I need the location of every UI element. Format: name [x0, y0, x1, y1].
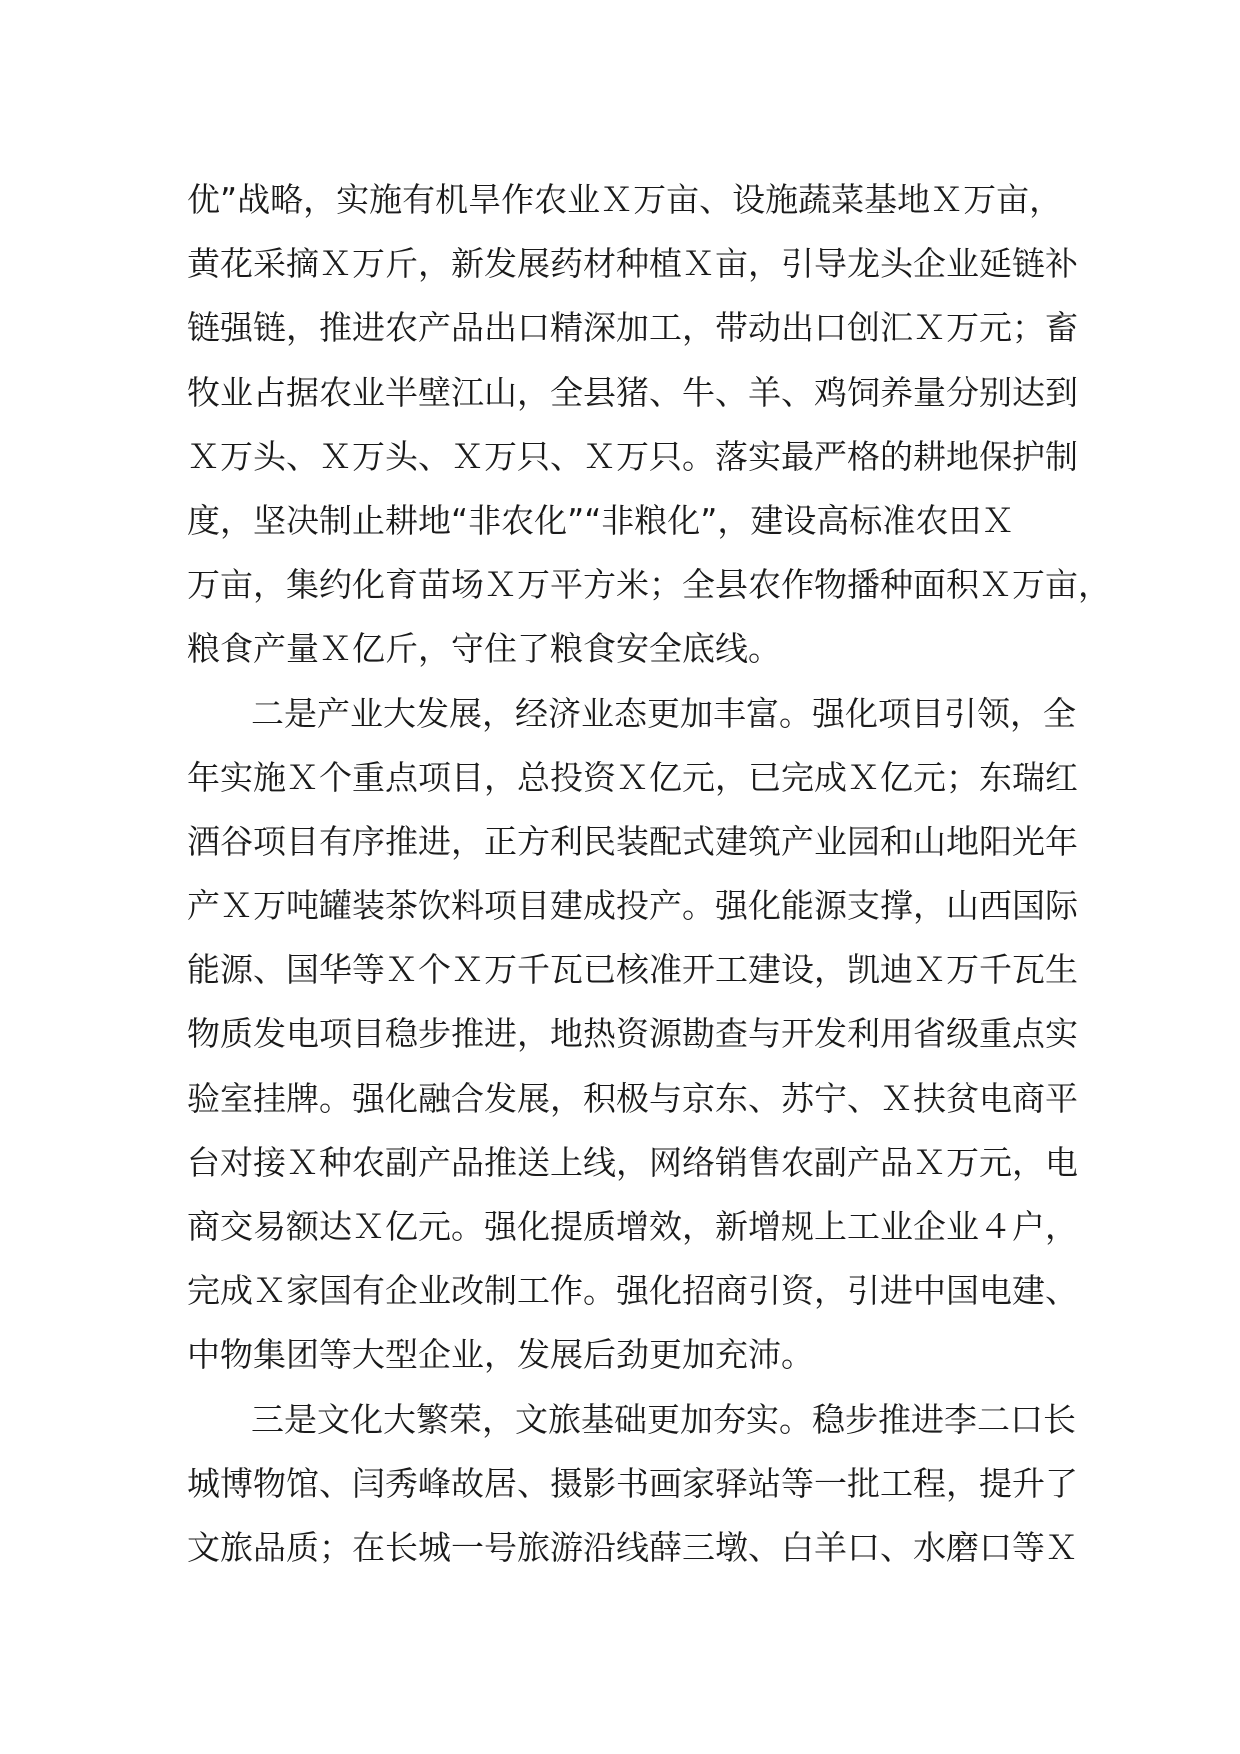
text-line: 城博物馆、闫秀峰故居、摄影书画家驿站等一批工程，提升了: [187, 1463, 1078, 1503]
text-line: 万亩，集约化育苗场Ｘ万平方米；全县农作物播种面积Ｘ万亩，: [187, 565, 1111, 605]
text-line: 产Ｘ万吨罐装茶饮料项目建成投产。强化能源支撑，山西国际: [187, 886, 1078, 926]
text-line: 物质发电项目稳步推进，地热资源勘查与开发利用省级重点实: [187, 1014, 1078, 1054]
text-line: 粮食产量Ｘ亿斤，守住了粮食安全底线。: [187, 629, 781, 669]
text-line: 台对接Ｘ种农副产品推送上线，网络销售农副产品Ｘ万元，电: [187, 1142, 1078, 1182]
text-line: 黄花采摘Ｘ万斤，新发展药材种植Ｘ亩，引导龙头企业延链补: [187, 244, 1078, 284]
paragraph-first-line: 二是产业大发展，经济业态更加丰富。强化项目引领，全: [251, 693, 1076, 733]
text-line: 能源、国华等Ｘ个Ｘ万千瓦已核准开工建设，凯迪Ｘ万千瓦生: [187, 950, 1078, 990]
text-line: 酒谷项目有序推进，正方利民装配式建筑产业园和山地阳光年: [187, 821, 1078, 861]
body-text: [187, 168, 1111, 1580]
text-line: 商交易额达Ｘ亿元。强化提质增效，新增规上工业企业４户，: [187, 1207, 1078, 1246]
text-line: 度，坚决制止耕地“非农化”“非粮化”，建设高标准农田Ｘ: [187, 500, 1015, 540]
text-line: Ｘ万头、Ｘ万头、Ｘ万只、Ｘ万只。落实最严格的耕地保护制: [187, 436, 1078, 476]
paragraph-agriculture-continued: [187, 168, 1111, 682]
text-line: 牧业占据农业半壁江山，全县猪、牛、羊、鸡饲养量分别达到: [187, 372, 1078, 412]
text-line: 链强链，推进农产品出口精深加工，带动出口创汇Ｘ万元；畜: [187, 308, 1078, 348]
text-line: 年实施Ｘ个重点项目，总投资Ｘ亿元，已完成Ｘ亿元；东瑞红: [187, 757, 1078, 797]
text-line: 中物集团等大型企业，发展后劲更加充沛。: [187, 1335, 814, 1375]
paragraph-culture: [187, 1388, 1078, 1581]
text-line: 完成Ｘ家国有企业改制工作。强化招商引资，引进中国电建、: [187, 1271, 1078, 1311]
paragraph-first-line: 三是文化大繁荣，文旅基础更加夯实。稳步推进李二口长: [251, 1399, 1076, 1439]
paragraph-industry: [187, 682, 1078, 1388]
text-line: 文旅品质；在长城一号旅游沿线薛三墩、白羊口、水磨口等Ｘ: [187, 1527, 1078, 1567]
text-line: 优”战略，实施有机旱作农业Ｘ万亩、设施蔬菜基地Ｘ万亩，: [187, 180, 1063, 219]
text-line: 验室挂牌。强化融合发展，积极与京东、苏宁、Ｘ扶贫电商平: [187, 1078, 1078, 1118]
